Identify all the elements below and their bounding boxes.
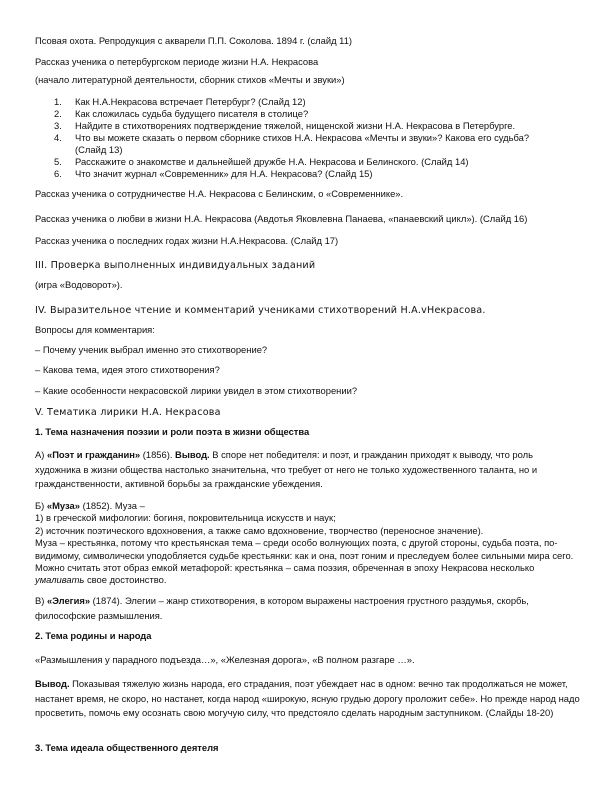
list-item [35, 108, 555, 120]
paragraph-love: Рассказ ученика о любви в жизни Н.А. Некрасова (Авдотья Яковлевна Панаева, «панаевский цикл»). (Слайд 16) [35, 213, 528, 224]
list-number: 6. [54, 168, 62, 179]
paragraph-last-years: Рассказ ученика о последних годах жизни Н.А.Некрасова. (Слайд 17) [35, 235, 339, 246]
section-heading-3: III. Проверка выполненных индивидуальных заданий [35, 260, 316, 271]
list-text: Как Н.А.Некрасова встречает Петербург? (Слайд 12) [75, 96, 306, 107]
list-text: Найдите в стихотворениях подтверждение тяжелой, нищенской жизни Н.А. Некрасова в Петербурге. [75, 120, 516, 131]
list-item [35, 96, 555, 108]
list-number: 5. [54, 156, 62, 167]
comment-question: – Какова тема, идея этого стихотворения? [35, 364, 220, 375]
poem-title: «Поэт и гражданин» [46, 449, 141, 460]
italic-word: умаливать [35, 574, 85, 586]
paragraph-muse [35, 500, 580, 587]
poem-year: (1852). Муза – [79, 500, 145, 511]
muse-explanation [35, 537, 580, 587]
definition-1: 1) в греческой мифологии: богиня, покровительница искусств и наук; [35, 512, 336, 524]
comment-question: – Почему ученик выбрал именно это стихотворение? [35, 344, 268, 355]
paragraph-belinsky: Рассказ ученика о сотрудничестве Н.А. Некрасова с Белинским, о «Современнике». [35, 188, 404, 199]
list-number: 4. [54, 132, 62, 143]
list-number: 3. [54, 120, 62, 131]
topic-heading-2: 2. Тема родины и народа [35, 630, 152, 641]
paragraph-text: свое достоинство. [84, 574, 167, 586]
list-item [35, 120, 555, 132]
list-number: 1. [54, 96, 62, 107]
paragraph-poet-citizen [35, 448, 580, 492]
list-item [35, 132, 555, 156]
poem-title: «Муза» [46, 500, 80, 511]
comment-question: – Какие особенности некрасовской лирики увидел в этом стихотворении? [35, 385, 358, 396]
poem-title: «Элегия» [46, 595, 91, 606]
item-prefix: А) [35, 449, 47, 460]
list-text: Что значит журнал «Современник» для Н.А. Некрасова? (Слайд 15) [75, 168, 373, 179]
definition-2: 2) источник поэтического вдохновения, а также само вдохновение, творчество (переносное значение). [35, 524, 484, 536]
paragraph-game: (игра «Водоворот»). [35, 279, 123, 290]
section-heading-4: IV. Выразительное чтение и комментарий учениками стихотворений Н.А.vНекрасова. [35, 305, 486, 316]
paragraph-text: Показывая тяжелую жизнь народа, его страдания, поэт убеждает нас в одном: вечно так продолжаться не может, настанет время, не скоро, но настанет, когда народ «широкую, ясную грудью дорогу проложит себе». Но прежде народ надо просветить, помочь ему осознать свою могучую силу, что предстояло сделать народным заступником. (Слайды 18-20) [35, 678, 580, 719]
paragraph-petersburg-period: Рассказ ученика о петербургском периоде жизни Н.А. Некрасова [35, 56, 319, 67]
conclusion-label: Вывод. [175, 449, 210, 460]
list-text: Как сложилась судьба будущего писателя в столице? [75, 108, 309, 119]
conclusion-label: Вывод. [35, 678, 70, 689]
list-number: 2. [54, 108, 62, 119]
section-heading-5: V. Тематика лирики Н.А. Некрасова [35, 407, 221, 418]
list-text: Расскажите о знакомстве и дальнейшей дружбе Н.А. Некрасова и Белинского. (Слайд 14) [75, 156, 469, 167]
list-item [35, 156, 555, 168]
paragraph-text: (1874). Элегии – жанр стихотворения, в котором выражены настроения грустного раздумья, скорбь, философские размышления. [35, 595, 529, 621]
paragraph-text: В споре нет победителя: и поэт, и гражданин приходят к выводу, что роль художника в жизни общества настолько значительна, что требует от него не только художественного таланта, но и гражданственности, активной борьбы за гражданские убеждения. [35, 449, 538, 490]
paragraph-questions-intro: Вопросы для комментария: [35, 324, 155, 335]
topic-heading-1: 1. Тема назначения поэзии и роли поэта в жизни общества [35, 426, 310, 437]
item-prefix: Б) [35, 500, 47, 511]
paragraph-elegy [35, 594, 585, 623]
topic-heading-3: 3. Тема идеала общественного деятеля [35, 742, 219, 753]
paragraph-text: Муза – крестьянка, потому что крестьянская тема – среди особо волнующих поэта, с другой стороны, судьба поэта, по-видимому, символически уподобляется судьбе крестьянки: как и она, поэт гоним и преследуем более сильными мира сего. Можно считать этот образ емкой метафорой: крестьянка – сама поэзия, обреченная в эпоху Некрасова несколько [35, 537, 574, 574]
item-prefix: В) [35, 595, 47, 606]
list-item [35, 168, 555, 180]
paragraph-literary-start: (начало литературной деятельности, сборник стихов «Мечты и звуки») [35, 74, 345, 85]
paragraph-conclusion [35, 677, 583, 721]
paragraph-illustration-caption: Псовая охота. Репродукция с акварели П.П. Соколова. 1894 г. (слайд 11) [35, 35, 353, 46]
list-text: Что вы можете сказать о первом сборнике стихов Н.А. Некрасова «Мечты и звуки»? Какова его судьба? (Слайд 13) [75, 132, 530, 155]
poem-year: (1856). [140, 449, 176, 460]
paragraph-poems: «Размышления у парадного подъезда…», «Железная дорога», «В полном разгаре …». [35, 654, 415, 665]
questions-list [35, 96, 555, 180]
